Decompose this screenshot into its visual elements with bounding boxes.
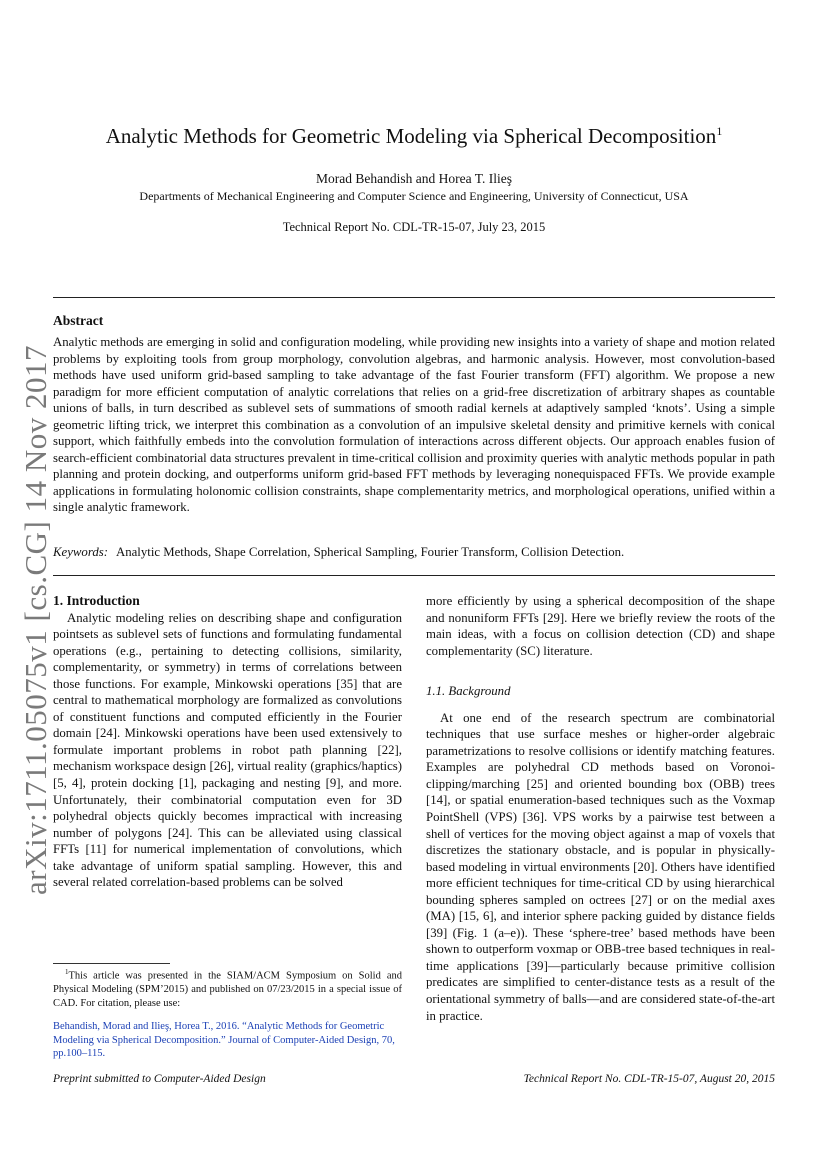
intro-continuation: more efficiently by using a spherical decomposition of the shape and nonuniform FFTs [29]. Here we briefly review the roots of the main ideas, with a focus on collision detection (CD) and shape complementarity (SC) literature. [426,594,775,658]
footnote-mark: 1 [65,968,69,976]
footer-preprint-note: Preprint submitted to Computer-Aided Design [53,1073,266,1085]
subsection-heading-background: 1.1. Background [426,684,511,699]
citation-link[interactable]: Behandish, Morad and Ilieş, Horea T., 2016. “Analytic Methods for Geometric Modeling via Spherical Decomposition.” Journal of Computer-Aided Design, 70, pp.100–115. [53,1021,395,1059]
left-column [53,593,402,891]
keywords-label: Keywords: [53,545,108,559]
report-number: Technical Report No. CDL-TR-15-07, July 23, 2015 [282,220,546,234]
affiliation: Departments of Mechanical Engineering and Computer Science and Engineering, University of Connecticut, USA [139,189,689,203]
footnote-rule [53,963,170,964]
keywords-line [53,545,775,560]
abstract-heading: Abstract [53,313,104,328]
abstract-bottom-rule [53,575,775,576]
arxiv-id-text: arXiv:1711.05075v1 [cs.CG] 14 Nov 2017 [18,345,53,895]
right-column [426,593,775,1024]
keywords-text: Analytic Methods, Shape Correlation, Spherical Sampling, Fourier Transform, Collision Detection. [115,545,625,559]
abstract-top-rule [53,297,775,298]
intro-paragraph: Analytic modeling relies on describing shape and configuration pointsets as sublevel sets of functions and formulating fundamental operations (e.g., pertaining to detecting collisions, similarity, complementarity, or symmetry) in terms of correlations between those functions. For example, Minkowski operations [35] that are central to mathematical morphology are formalized as convolutions of constituent functions and computed efficiently in the Fourier domain [24]. Minkowski operations have been used extensively to formulate important problems in robot path planning [22], mechanism workspace design [26], virtual reality (graphics/haptics) [5, 4], protein docking [1], packaging and nesting [9], and more. Unfortunately, their combinatorial computation even for 3D polyhedral objects quickly becomes impractical with increasing number of polygons [24]. This can be alleviated using classical FFTs [11] for numerical implementation of convolutions, which take advantage of uniform spatial sampling. However, this and several related correlation-based problems can be solved [53,610,402,890]
background-paragraph: At one end of the research spectrum are combinatorial techniques that use surface meshes or higher-order algebraic parametrizations to resolve collisions or identify matching features. Examples are polyhedral CD methods based on Voronoi-clipping/marching [25] and oriented bounding box (OBB) trees [14], or spatial enumeration-based techniques such as the Voxmap PointShell (VPS) [36]. VPS works by a pairwise test between a shell of vertices for the moving object against a map of voxels that discretizes the stationary obstacle, and is popular in physically-based modeling in virtual environments [20]. Others have identified more efficient techniques for time-critical CD by using hierarchical bounding spheres sampled on octrees [27] or on the medial axes (MA) [15, 6], and interior sphere packing guided by distance fields [39] (Fig. 1 (a–e)). These ‘sphere-tree’ based methods have been shown to outperform voxmap or OBB-tree based techniques in real-time applications [39]—particularly because primitive collision predicates are simplified to center-distance tests as a result of the orientational symmetry of balls—and are considered state-of-the-art in practice. [426,710,775,1023]
author-list: Morad Behandish and Horea T. Ilieş [316,171,512,186]
footnote [53,966,402,1010]
title-footnote-mark: 1 [716,124,723,138]
footer-report-number: Technical Report No. CDL-TR-15-07, August 20, 2015 [523,1073,775,1085]
title-text: Analytic Methods for Geometric Modeling via Spherical Decomposition [105,124,717,148]
paper-title [0,124,828,149]
footnote-text: This article was presented in the SIAM/ACM Symposium on Solid and Physical Modeling (SPM’2015) and published on 07/23/2015 in a special issue of CAD. For citation, please use: [53,970,402,1009]
section-heading-introduction: 1. Introduction [53,593,140,608]
abstract-body: Analytic methods are emerging in solid and configuration modeling, while providing new insights into a variety of shape and motion related problems by exploiting tools from group morphology, convolution algebras, and harmonic analysis. However, most convolution-based methods have used uniform grid-based sampling to take advantage of the fast Fourier transform (FFT) algorithm. We propose a new paradigm for more efficient computation of analytic correlations that relies on a grid-free discretization of arbitrary shapes as countable unions of balls, in turn described as sublevel sets of summations of smooth radial kernels at adaptively sampled ‘knots’. Using a simple geometric lifting trick, we interpret this combination as a convolution of an impulsive skeletal density and primitive kernels with conical support, which faithfully embeds into the convolution formulation of interactions across different objects. Our approach enables fusion of search-efficient combinatorial data structures prevalent in time-critical collision and proximity queries with analytic methods popular in path planning and protein docking, and outperforms uniform grid-based FFT methods by leveraging nonequispaced FFTs. We provide example applications in formulating holonomic collision constraints, shape complementarity metrics, and morphological operations, unified within a single analytic framework. [53,335,775,514]
